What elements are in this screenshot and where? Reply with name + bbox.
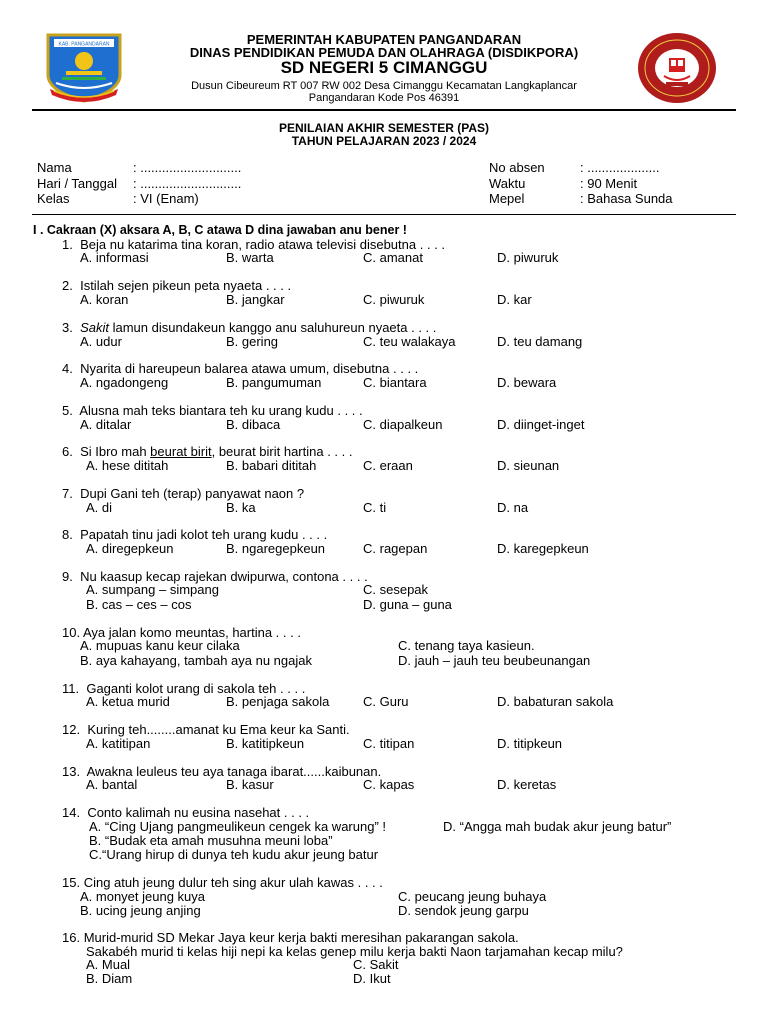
address-line-1: Dusun Cibeureum RT 007 RW 002 Desa Cimanggu Kecamatan Langkaplancar <box>191 80 577 92</box>
option-10c[interactable]: C. tenang taya kasieun. <box>398 638 535 653</box>
option-4b[interactable]: B. pangumuman <box>226 375 322 390</box>
school-logo <box>636 32 718 104</box>
kelas-value: : VI (Enam) <box>133 191 199 206</box>
option-6a[interactable]: A. hese dititah <box>86 458 169 473</box>
nama-value: : ............................ <box>133 160 242 175</box>
option-3d[interactable]: D. teu damang <box>497 334 583 349</box>
option-7a[interactable]: A. di <box>86 500 113 515</box>
option-4c[interactable]: C. biantara <box>363 375 427 390</box>
question-15: 15. Cing atuh jeung dulur teh sing akur ulah kawas . . . . <box>62 875 383 890</box>
option-12a[interactable]: A. katitipan <box>86 736 151 751</box>
option-2b[interactable]: B. jangkar <box>226 292 285 307</box>
option-1d[interactable]: D. piwuruk <box>497 250 559 265</box>
question-13: 13. Awakna leuleus teu aya tanaga ibarat......kaibunan. <box>62 764 382 779</box>
option-13a[interactable]: A. bantal <box>86 777 138 792</box>
question-9: 9. Nu kaasup kecap rajekan dwipurwa, contona . . . . <box>62 569 368 584</box>
address-line-2: Pangandaran Kode Pos 46391 <box>308 92 460 104</box>
option-7d[interactable]: D. na <box>497 500 529 515</box>
left-logo-caption: KAB. PANGANDARAN <box>58 41 110 48</box>
mepel-value: : Bahasa Sunda <box>580 191 673 206</box>
kelas-label: Kelas <box>37 191 70 206</box>
nama-label: Nama <box>37 160 72 175</box>
question-16-line-2: Sakabéh murid ti kelas hiji nepi ka kelas genep milu kerja bakti Naon tarjamahan kecap milu? <box>86 944 623 959</box>
header-divider <box>32 109 736 111</box>
option-4a[interactable]: A. ngadongeng <box>80 375 169 390</box>
option-8b[interactable]: B. ngaregepkeun <box>226 541 326 556</box>
question-11: 11. Gaganti kolot urang di sakola teh . . . . <box>62 681 306 696</box>
option-16b[interactable]: B. Diam <box>86 971 133 986</box>
question-2: 2. Istilah sejen pikeun peta nyaeta . . . . <box>62 278 292 293</box>
exam-year: TAHUN PELAJARAN 2023 / 2024 <box>291 134 477 148</box>
section-instruction: I . Cakraan (X) aksara A, B, C atawa D dina jawaban anu bener ! <box>33 223 407 237</box>
question-6: 6. Si Ibro mah beurat birit, beurat birit hartina . . . . <box>62 444 353 459</box>
option-9b[interactable]: B. cas – ces – cos <box>86 597 192 612</box>
option-6b[interactable]: B. babari dititah <box>226 458 317 473</box>
option-16a[interactable]: A. Mual <box>86 957 131 972</box>
option-7b[interactable]: B. ka <box>226 500 256 515</box>
option-13d[interactable]: D. keretas <box>497 777 557 792</box>
header-line-1: PEMERINTAH KABUPATEN PANGANDARAN <box>246 32 522 47</box>
option-10a[interactable]: A. mupuas kanu keur cilaka <box>80 638 240 653</box>
header-line-2: DINAS PENDIDIKAN PEMUDA DAN OLAHRAGA (DISDIKPORA) <box>189 45 579 60</box>
option-1c[interactable]: C. amanat <box>363 250 423 265</box>
option-5a[interactable]: A. ditalar <box>80 417 132 432</box>
option-5d[interactable]: D. diinget-inget <box>497 417 585 432</box>
option-13c[interactable]: C. kapas <box>363 777 415 792</box>
option-5b[interactable]: B. dibaca <box>226 417 281 432</box>
option-6d[interactable]: D. sieunan <box>497 458 560 473</box>
option-9a[interactable]: A. sumpang – simpang <box>86 582 219 597</box>
option-8a[interactable]: A. diregepkeun <box>86 541 174 556</box>
option-8c[interactable]: C. ragepan <box>363 541 428 556</box>
hari-label: Hari / Tanggal <box>37 176 117 191</box>
question-4: 4. Nyarita di hareupeun balarea atawa umum, disebutna . . . . <box>62 361 419 376</box>
option-12c[interactable]: C. titipan <box>363 736 415 751</box>
option-15d[interactable]: D. sendok jeung garpu <box>398 903 529 918</box>
absen-value: : .................... <box>580 160 660 175</box>
question-10: 10. Aya jalan komo meuntas, hartina . . . . <box>62 625 301 640</box>
option-14c[interactable]: C.“Urang hirup di dunya teh kudu akur jeung batur <box>89 847 379 862</box>
option-15c[interactable]: C. peucang jeung buhaya <box>398 889 547 904</box>
option-14a[interactable]: A. “Cing Ujang pangmeulikeun cengek ka warung” ! <box>89 819 387 834</box>
option-10b[interactable]: B. aya kahayang, tambah aya nu ngajak <box>80 653 312 668</box>
option-10d[interactable]: D. jauh – jauh teu beubeunangan <box>398 653 591 668</box>
option-2d[interactable]: D. kar <box>497 292 532 307</box>
option-14b[interactable]: B. “Budak eta amah musuhna meuni loba” <box>89 833 333 848</box>
exam-title: PENILAIAN AKHIR SEMESTER (PAS) <box>278 121 489 135</box>
question-14: 14. Conto kalimah nu eusina nasehat . . . . <box>62 805 310 820</box>
question-8: 8. Papatah tinu jadi kolot teh urang kudu . . . . <box>62 527 328 542</box>
option-4d[interactable]: D. bewara <box>497 375 557 390</box>
mepel-label: Mepel <box>489 191 525 206</box>
question-16: 16. Murid-murid SD Mekar Jaya keur kerja bakti meresihan pakarangan sakola. <box>62 930 519 945</box>
option-11d[interactable]: D. babaturan sakola <box>497 694 614 709</box>
option-11b[interactable]: B. penjaga sakola <box>226 694 330 709</box>
option-2a[interactable]: A. koran <box>80 292 129 307</box>
option-12b[interactable]: B. katitipkeun <box>226 736 305 751</box>
question-3: 3. Sakit lamun disundakeun kanggo anu saluhureun nyaeta . . . . <box>62 320 437 335</box>
question-1: 1. Beja nu katarima tina koran, radio atawa televisi disebutna . . . . <box>62 237 445 252</box>
question-7: 7. Dupi Gani teh (terap) panyawat naon ? <box>62 486 305 501</box>
option-16c[interactable]: C. Sakit <box>353 957 399 972</box>
option-12d[interactable]: D. titipkeun <box>497 736 563 751</box>
option-6c[interactable]: C. eraan <box>363 458 413 473</box>
option-8d[interactable]: D. karegepkeun <box>497 541 589 556</box>
absen-label: No absen <box>489 160 545 175</box>
waktu-label: Waktu <box>489 176 526 191</box>
option-5c[interactable]: C. diapalkeun <box>363 417 443 432</box>
school-name: SD NEGERI 5 CIMANGGU <box>280 58 488 77</box>
option-16d[interactable]: D. Ikut <box>353 971 391 986</box>
question-5: 5. Alusna mah teks biantara teh ku urang kudu . . . . <box>62 403 363 418</box>
option-1b[interactable]: B. warta <box>226 250 274 265</box>
option-1a[interactable]: A. informasi <box>80 250 149 265</box>
option-3c[interactable]: C. teu walakaya <box>363 334 456 349</box>
option-3b[interactable]: B. gering <box>226 334 279 349</box>
option-11a[interactable]: A. ketua murid <box>86 694 170 709</box>
question-12: 12. Kuring teh........amanat ku Ema keur ka Santi. <box>62 722 350 737</box>
option-14d[interactable]: D. “Angga mah budak akur jeung batur” <box>443 819 672 834</box>
waktu-value: : 90 Menit <box>580 176 638 191</box>
option-11c[interactable]: C. Guru <box>363 694 409 709</box>
option-13b[interactable]: B. kasur <box>226 777 274 792</box>
option-2c[interactable]: C. piwuruk <box>363 292 425 307</box>
info-divider <box>32 214 736 215</box>
option-3a[interactable]: A. udur <box>80 334 122 349</box>
option-7c[interactable]: C. ti <box>363 500 387 515</box>
option-15a[interactable]: A. monyet jeung kuya <box>80 889 206 904</box>
hari-value: : ............................ <box>133 176 242 191</box>
option-9c[interactable]: C. sesepak <box>363 582 429 597</box>
option-15b[interactable]: B. ucing jeung anjing <box>80 903 201 918</box>
option-9d[interactable]: D. guna – guna <box>363 597 452 612</box>
